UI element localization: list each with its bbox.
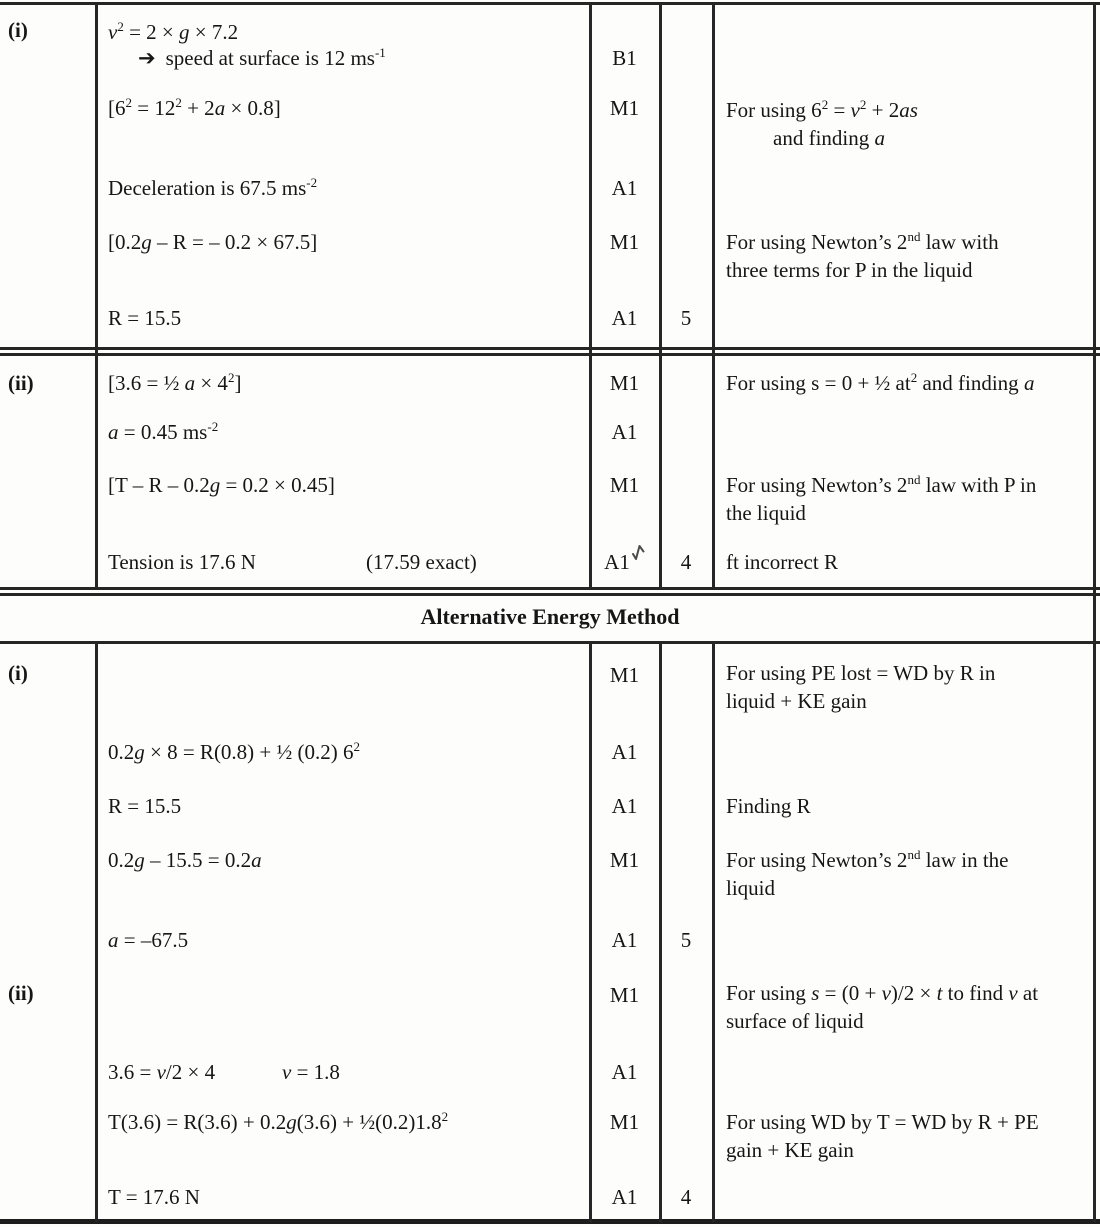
- part-i-mark-a1a: A1: [611, 176, 638, 200]
- part-ii-working-4: Tension is 17.6 N: [108, 550, 256, 574]
- column-border-part-upper: [95, 2, 98, 590]
- alt-ii-working-1b: v = 1.8: [282, 1060, 340, 1084]
- band-divider: [0, 641, 1100, 644]
- part-i-working-2-text: speed at surface is 12 $ms^{-1}$: [165, 45, 386, 70]
- alt-i-comment-3a: For using Newton’s 2nd law in the: [726, 847, 1009, 872]
- alt-i-mark-a1a: A1: [611, 740, 638, 764]
- band-title: Alternative Energy Method: [420, 604, 680, 629]
- alt-ii-comment-1b: surface of liquid: [726, 1009, 864, 1033]
- part-i-working-2: [138, 44, 386, 72]
- alt-i-mark-m1b: M1: [609, 848, 640, 872]
- part-ii-comment-1: For using s = 0 + ½ $at^2$ and finding a: [726, 370, 1035, 395]
- part-ii-working-3: [T – R – 0.2g = 0.2 × 0.45]: [108, 473, 335, 497]
- alt-ii-mark-a1a: A1: [611, 1060, 638, 1084]
- alt-i-working-3: 0.2g – 15.5 = 0.2a: [108, 848, 262, 872]
- part-ii-comment-3: ft incorrect R: [726, 550, 838, 574]
- alt-ii-working-2: $T(3.6) = R(3.6) + 0.2g(3.6) + \frac{1}{2}(0.2)1.8^2$: [108, 1109, 449, 1134]
- table-border-bottom: [0, 1219, 1100, 1224]
- right-arrow-icon: ➔: [138, 46, 156, 70]
- part-ii-mark-a1b-text: A1: [604, 550, 630, 574]
- part-ii-working-1: [3.6 = ½ $a \times 4^2$]: [108, 370, 242, 395]
- part-ii-total-marks: 4: [680, 550, 692, 574]
- alt-ii-working-3: T = 17.6 N: [108, 1185, 200, 1209]
- part-ii-mark-a1a: A1: [611, 420, 638, 444]
- column-border-comment-lower: [712, 641, 715, 1222]
- tick-icon: [631, 543, 646, 562]
- part-i-working-3: $[6^2 = 12^2 + 2a \times 0.8]$: [108, 95, 281, 120]
- alt-ii-comment-2a: For using WD by T = WD by R + PE: [726, 1110, 1039, 1134]
- column-border-comment-upper: [712, 2, 715, 590]
- part-i-total-marks: 5: [680, 306, 692, 330]
- part-i-comment-1a: For using $6^2 = v^2 + 2as$: [726, 97, 918, 122]
- part-i-comment-1b: and finding a: [773, 126, 885, 150]
- alt-i-working-1: 0.2g × 8 = R(0.8) + ½ (0.2) $6^2$: [108, 739, 361, 764]
- part-ii-working-4-exact: (17.59 exact): [366, 550, 477, 574]
- column-border-marks-upper: [589, 2, 592, 590]
- part-i-mark-a1b: A1: [611, 306, 638, 330]
- alt-ii-mark-m1b: M1: [609, 1110, 640, 1134]
- part-ii-comment-2b: the liquid: [726, 501, 806, 525]
- alt-ii-mark-a1b: A1: [611, 1185, 638, 1209]
- column-border-total-upper: [659, 2, 662, 590]
- part-i-working-6: R = 15.5: [108, 306, 182, 330]
- row-divider-double-1a: [0, 347, 1100, 350]
- part-i-mark-m1a: M1: [609, 96, 640, 120]
- alt-i-comment-1b: liquid + KE gain: [726, 689, 867, 713]
- part-label-ii: (ii): [8, 371, 34, 395]
- alt-i-working-2: R = 15.5: [108, 794, 182, 818]
- row-divider-double-2b: [0, 593, 1100, 596]
- part-i-working-4: Deceleration is 67.5 $ms^{-2}$: [108, 175, 318, 200]
- part-i-working-5: [0.2g – R = – 0.2 × 67.5]: [108, 230, 318, 254]
- part-i-mark-m1b: M1: [609, 230, 640, 254]
- column-border-part-lower: [95, 641, 98, 1222]
- alt-ii-total-marks: 4: [680, 1185, 692, 1209]
- row-divider-double-1b: [0, 353, 1100, 356]
- part-i-mark-b1: B1: [612, 46, 637, 70]
- alt-i-comment-2: Finding R: [726, 794, 811, 818]
- table-border-top: [0, 2, 1100, 5]
- part-ii-mark-m1b: M1: [609, 473, 640, 497]
- part-ii-mark-a1b: [590, 548, 659, 576]
- row-divider-double-2a: [0, 587, 1100, 590]
- part-ii-comment-2a: For using Newton’s 2nd law with P in: [726, 472, 1037, 497]
- alt-i-total-marks: 5: [680, 928, 692, 952]
- alt-ii-comment-2b: gain + KE gain: [726, 1138, 854, 1162]
- alt-i-mark-m1a: M1: [609, 663, 640, 687]
- part-label-i: (i): [8, 18, 28, 42]
- alt-i-mark-a1b: A1: [611, 794, 638, 818]
- part-i-comment-2a: For using Newton’s 2nd law with: [726, 229, 999, 254]
- part-i-comment-2b: three terms for P in the liquid: [726, 258, 973, 282]
- alt-part-label-i: (i): [8, 661, 28, 685]
- alt-part-label-ii: (ii): [8, 981, 34, 1005]
- alt-ii-comment-1a: For using s = (0 + v)/2 × t to find v at: [726, 981, 1039, 1005]
- alt-i-mark-a1c: A1: [611, 928, 638, 952]
- alt-i-working-4: a = –67.5: [108, 928, 189, 952]
- alt-i-comment-3b: liquid: [726, 876, 776, 900]
- alt-ii-mark-m1a: M1: [609, 983, 640, 1007]
- part-i-working-1: $v^2 = 2 \times g \times 7.2$: [108, 19, 239, 44]
- part-ii-mark-m1a: M1: [609, 371, 640, 395]
- alt-ii-working-1: 3.6 = v/2 × 4: [108, 1060, 216, 1084]
- part-ii-working-2: a = 0.45 $ms^{-2}$: [108, 419, 219, 444]
- alt-i-comment-1a: For using PE lost = WD by R in: [726, 661, 996, 685]
